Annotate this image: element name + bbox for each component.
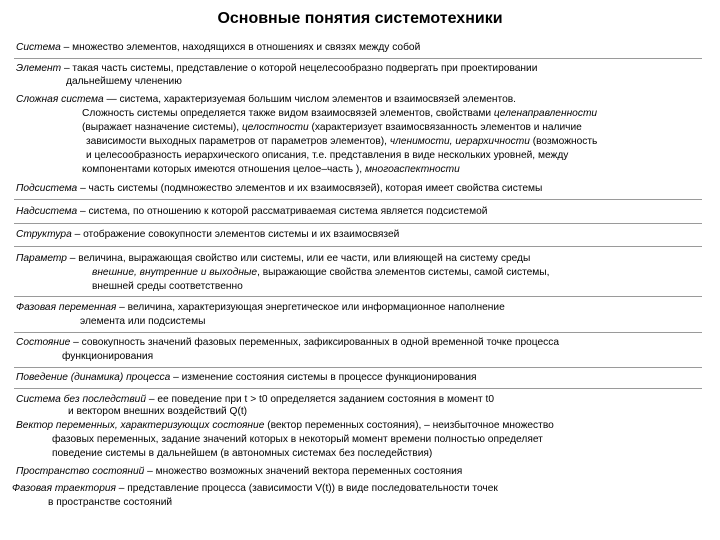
- def-podsistema: [16, 183, 542, 195]
- def-fazovaya-l1: – величина, характеризующая энергетическое или информационное наполнение: [116, 302, 505, 313]
- def-bezposled-l1: – ее поведение при t > t0 определяется заданием состояния в момент t0: [146, 394, 494, 405]
- divider: [14, 388, 702, 389]
- def-slozhnaya-l3a: (выражает назначение системы),: [82, 122, 242, 133]
- def-vektor-l2: фазовых переменных, задание значений которых в некоторый момент времени полностью определяет: [52, 434, 543, 445]
- term-vektor: Вектор переменных, характеризующих состояние: [16, 420, 265, 431]
- term-povedenie: Поведение (динамика) процесса: [16, 372, 171, 383]
- def-fazovaya-l2: элемента или подсистемы: [80, 316, 206, 327]
- def-vektor: [16, 420, 554, 432]
- divider: [14, 296, 702, 297]
- def-parametr: [16, 253, 530, 265]
- divider: [14, 246, 702, 247]
- term-sostoyanie: Состояние: [16, 337, 71, 348]
- def-slozhnaya-l2: [82, 108, 597, 120]
- term-fazovaya: Фазовая переменная: [16, 302, 117, 313]
- def-element-l2: дальнейшему членению: [66, 76, 182, 87]
- def-sostoyanie-l2: функционирования: [62, 351, 154, 362]
- term-parametr-types: внешние, внутренние и выходные: [92, 267, 258, 278]
- def-element: [16, 63, 537, 75]
- def-prostranstvo-text: – множество возможных значений вектора переменных состояния: [144, 466, 463, 477]
- def-sostoyanie: [16, 337, 559, 349]
- divider: [14, 223, 702, 224]
- term-traektoriya: Фазовая траектория: [12, 483, 116, 494]
- term-celostnost: целостности: [241, 122, 309, 133]
- def-podsistema-text: – часть системы (подмножество элементов и их взаимосвязей), которая имеет свойства системы: [77, 183, 543, 194]
- def-traektoriya: [12, 483, 498, 495]
- def-slozhnaya-l5: и целесообразность иерархического описания, т.е. представления в виде нескольких уровней, между: [86, 150, 569, 161]
- def-prostranstvo: [16, 466, 462, 478]
- def-traektoriya-l1: – представление процесса (зависимости V(t)) в виде последовательности точек: [115, 483, 498, 494]
- term-celenapravlennost: целенаправленности: [493, 108, 598, 119]
- term-bezposled: Система без последствий: [16, 394, 147, 405]
- def-slozhnaya-l4c: (возможность: [529, 136, 598, 147]
- def-slozhnaya-l3: [82, 122, 582, 134]
- term-sistema: Система: [16, 42, 61, 53]
- def-slozhnaya-l3c: (характеризует взаимосвязанность элементов и наличие: [308, 122, 582, 133]
- def-vektor-l3: поведение системы в дальнейшем (в автономных системах без последействия): [52, 448, 433, 459]
- def-struktura-text: – отображение совокупности элементов системы и их взаимосвязей: [71, 229, 400, 240]
- def-sistema-text: – множество элементов, находящихся в отношениях и связях между собой: [60, 42, 421, 53]
- divider: [14, 199, 702, 200]
- def-traektoriya-l2: в пространстве состояний: [48, 497, 173, 508]
- def-nadsistema-text: – система, по отношению к которой рассматриваемая система является подсистемой: [77, 206, 488, 217]
- def-fazovaya: [16, 302, 505, 314]
- term-slozhnaya: Сложная система: [16, 94, 104, 105]
- term-element: Элемент: [16, 63, 62, 74]
- def-povedenie-text: – изменение состояния системы в процессе функционирования: [170, 372, 477, 383]
- def-vektor-l1: (вектор переменных состояния), – неизбыточное множество: [264, 420, 554, 431]
- def-sostoyanie-l1: – совокупность значений фазовых переменных, зафиксированных в одной временной точке процесса: [70, 337, 560, 348]
- def-bezposled-l2: и вектором внешних воздействий Q(t): [68, 406, 248, 417]
- def-parametr-l1: – величина, выражающая свойство или системы, или ее части, или влияющей на систему среды: [66, 253, 531, 264]
- divider: [14, 367, 702, 368]
- def-slozhnaya-l2a: Сложность системы определяется также видом взаимосвязей элементов, свойствами: [82, 108, 494, 119]
- def-slozhnaya-l1: — система, характеризуемая большим числом элементов и взаимосвязей элементов.: [103, 94, 516, 105]
- divider: [14, 58, 702, 59]
- def-slozhnaya-l4: [86, 136, 597, 148]
- def-element-l1: – такая часть системы, представление о которой нецелесообразно подвергать при проектировании: [61, 63, 538, 74]
- term-chlenimost: членимости, иерархичности: [389, 136, 530, 147]
- def-nadsistema: [16, 206, 487, 218]
- def-sistema: [16, 42, 420, 54]
- def-parametr-l2b: , выражающие свойства элементов системы, самой системы,: [257, 267, 550, 278]
- term-struktura: Структура: [16, 229, 72, 240]
- def-slozhnaya: [16, 94, 516, 106]
- def-struktura: [16, 229, 399, 241]
- def-parametr-l2: [92, 267, 549, 279]
- term-mnogoaspektnost: многоаспектности: [364, 164, 460, 175]
- def-povedenie: [16, 372, 477, 384]
- term-podsistema: Подсистема: [16, 183, 78, 194]
- def-slozhnaya-l4a: зависимости выходных параметров от параметров элементов),: [86, 136, 390, 147]
- def-parametr-l3: внешней среды соответственно: [92, 281, 243, 292]
- term-nadsistema: Надсистема: [16, 206, 78, 217]
- def-bezposled: [16, 394, 494, 406]
- page-title: Основные понятия системотехники: [217, 10, 503, 27]
- term-parametr: Параметр: [16, 253, 67, 264]
- divider: [14, 332, 702, 333]
- def-slozhnaya-l6a: компонентами которых имеются отношения целое–часть ),: [82, 164, 365, 175]
- term-prostranstvo: Пространство состояний: [16, 466, 145, 477]
- def-slozhnaya-l6: [82, 164, 460, 176]
